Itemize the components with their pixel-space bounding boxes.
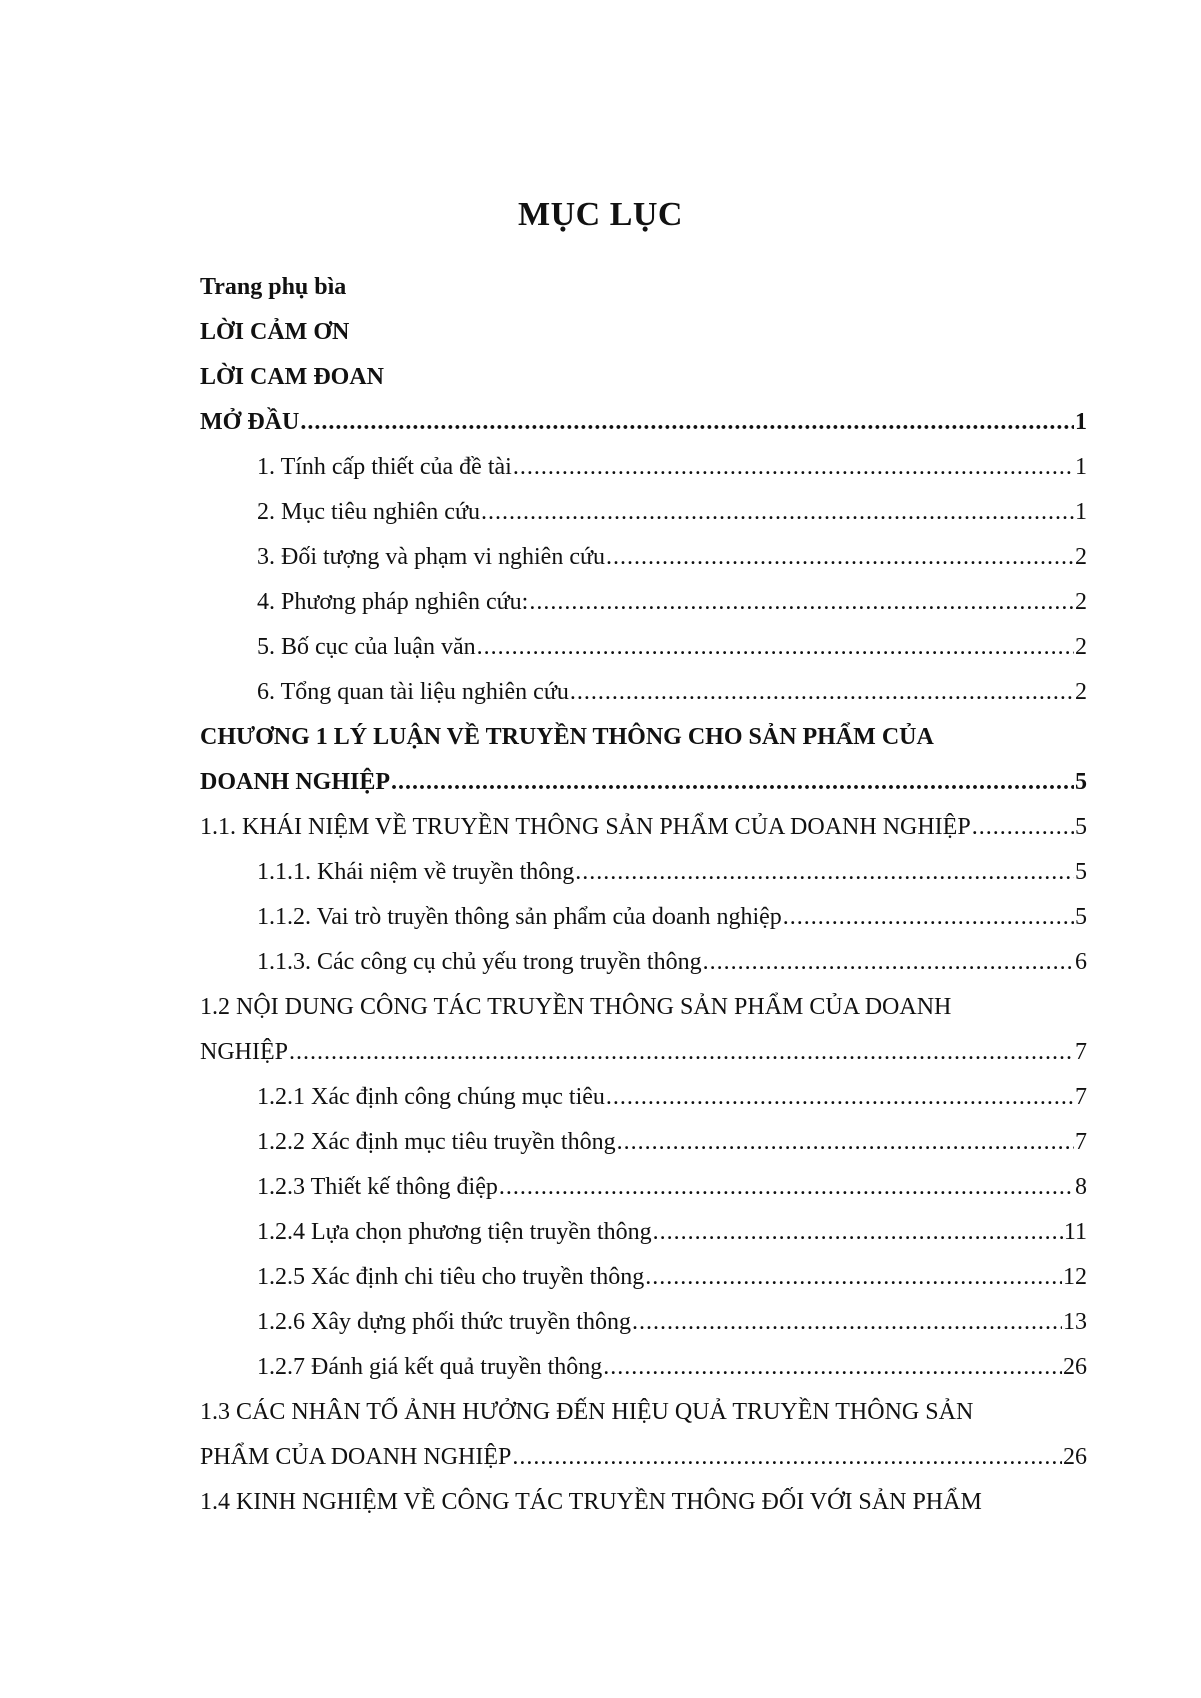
toc-entry-label: 1.2.2 Xác định mục tiêu truyền thông: [257, 1129, 616, 1155]
toc-entry-label: 1.1.3. Các công cụ chủ yếu trong truyền thông: [257, 949, 702, 975]
toc-entry-label: LỜI CẢM ƠN: [200, 319, 350, 345]
toc-entry: [200, 850, 1087, 895]
toc-entry-label: MỞ ĐẦU: [200, 409, 300, 435]
toc-entry: [200, 445, 1087, 490]
toc-entry-label: 4. Phương pháp nghiên cứu:: [257, 589, 529, 615]
toc-entry-label: LỜI CAM ĐOAN: [200, 364, 384, 390]
toc-leader-dots: [513, 445, 1074, 490]
toc-entry-label: 1.2.6 Xây dựng phối thức truyền thông: [257, 1309, 631, 1335]
toc-entry: [200, 310, 1087, 355]
toc-entry: [200, 940, 1087, 985]
toc-page-number: 6: [1075, 949, 1087, 975]
toc-entry-label: 1.2.5 Xác định chi tiêu cho truyền thông: [257, 1264, 645, 1290]
toc-page-number: 26: [1063, 1354, 1087, 1380]
toc-page-number: 26: [1063, 1444, 1087, 1470]
toc-page-number: 5: [1075, 814, 1087, 840]
toc-page-number: 1: [1075, 454, 1087, 480]
toc-page-number: 2: [1075, 589, 1087, 615]
toc-entry: [200, 1075, 1087, 1120]
toc-leader-dots: [617, 1120, 1074, 1165]
toc-entry-label: PHẨM CỦA DOANH NGHIỆP: [200, 1444, 512, 1470]
toc-entry-label: 1.4 KINH NGHIỆM VỀ CÔNG TÁC TRUYỀN THÔNG ĐỐI VỚI SẢN PHẨM: [200, 1489, 982, 1515]
toc-title: MỤC LỤC: [518, 196, 683, 233]
toc-entry-label: 1.2.4 Lựa chọn phương tiện truyền thông: [257, 1219, 652, 1245]
toc-page-number: 2: [1075, 679, 1087, 705]
toc-page-number: 5: [1075, 859, 1087, 885]
toc-page-number: 12: [1063, 1264, 1087, 1290]
toc-entry: [200, 1300, 1087, 1345]
toc-entry-label: 1. Tính cấp thiết của đề tài: [257, 454, 512, 480]
toc-leader-dots: [391, 760, 1074, 805]
toc-leader-dots: [632, 1300, 1062, 1345]
toc-entry: [200, 670, 1087, 715]
toc-entry: [200, 805, 1087, 850]
toc-entry: [200, 715, 1087, 760]
toc-entry-label: DOANH NGHIỆP: [200, 769, 391, 795]
toc-entry-label: 2. Mục tiêu nghiên cứu: [257, 499, 480, 525]
toc-leader-dots: [606, 1075, 1074, 1120]
toc-entry: [200, 580, 1087, 625]
toc-entry: [200, 490, 1087, 535]
toc-entry-label: 1.1.2. Vai trò truyền thông sản phẩm của doanh nghiệp: [257, 904, 782, 930]
toc-leader-dots: [972, 805, 1074, 850]
toc-page-number: 7: [1075, 1084, 1087, 1110]
toc-entry: [200, 1480, 1087, 1525]
toc-entry-label: 5. Bố cục của luận văn: [257, 634, 476, 660]
toc-leader-dots: [653, 1210, 1063, 1255]
toc-leader-dots: [481, 490, 1074, 535]
toc-entry: [200, 265, 1087, 310]
toc-entry: [200, 535, 1087, 580]
toc-leader-dots: [289, 1030, 1074, 1075]
toc-entry: [200, 1435, 1087, 1480]
toc-entry: [200, 1120, 1087, 1165]
toc-leader-dots: [512, 1435, 1062, 1480]
toc-leader-dots: [783, 895, 1074, 940]
toc-entry: [200, 400, 1087, 445]
toc-entry: [200, 760, 1087, 805]
toc-page-number: 8: [1075, 1174, 1087, 1200]
toc-leader-dots: [606, 535, 1074, 580]
toc-entry-label: 1.2.3 Thiết kế thông điệp: [257, 1174, 498, 1200]
toc-page-number: 2: [1075, 544, 1087, 570]
toc-page-number: 5: [1075, 904, 1087, 930]
toc-page-number: 2: [1075, 634, 1087, 660]
toc-entry-label: 1.2 NỘI DUNG CÔNG TÁC TRUYỀN THÔNG SẢN PHẨM CỦA DOANH: [200, 994, 952, 1020]
toc-leader-dots: [645, 1255, 1062, 1300]
table-of-contents: [200, 265, 1087, 1525]
toc-entry-label: 3. Đối tượng và phạm vi nghiên cứu: [257, 544, 605, 570]
toc-page-number: 13: [1063, 1309, 1087, 1335]
toc-page-number: 5: [1075, 769, 1087, 795]
toc-entry: [200, 985, 1087, 1030]
toc-entry-label: CHƯƠNG 1 LÝ LUẬN VỀ TRUYỀN THÔNG CHO SẢN PHẨM CỦA: [200, 724, 934, 750]
toc-entry-label: NGHIỆP: [200, 1039, 288, 1065]
toc-entry-label: 1.1.1. Khái niệm về truyền thông: [257, 859, 575, 885]
toc-entry-label: 1.2.7 Đánh giá kết quả truyền thông: [257, 1354, 603, 1380]
toc-leader-dots: [499, 1165, 1074, 1210]
toc-entry-label: 1.2.1 Xác định công chúng mục tiêu: [257, 1084, 605, 1110]
toc-leader-dots: [477, 625, 1074, 670]
toc-entry: [200, 1345, 1087, 1390]
toc-entry: [200, 1390, 1087, 1435]
toc-leader-dots: [570, 670, 1074, 715]
toc-entry-label: 1.3 CÁC NHÂN TỐ ẢNH HƯỞNG ĐẾN HIỆU QUẢ TRUYỀN THÔNG SẢN: [200, 1399, 974, 1425]
toc-entry: [200, 1255, 1087, 1300]
toc-entry: [200, 1030, 1087, 1075]
toc-entry: [200, 1210, 1087, 1255]
toc-page-number: 1: [1075, 499, 1087, 525]
toc-entry: [200, 625, 1087, 670]
toc-page-number: 11: [1063, 1219, 1087, 1245]
toc-leader-dots: [529, 580, 1074, 625]
toc-page-number: 7: [1075, 1129, 1087, 1155]
toc-leader-dots: [603, 1345, 1062, 1390]
toc-leader-dots: [575, 850, 1074, 895]
toc-page-number: 7: [1075, 1039, 1087, 1065]
toc-leader-dots: [703, 940, 1074, 985]
toc-entry: [200, 895, 1087, 940]
toc-entry: [200, 1165, 1087, 1210]
toc-page-number: 1: [1075, 409, 1087, 435]
toc-entry-label: Trang phụ bìa: [200, 274, 347, 300]
toc-entry: [200, 355, 1087, 400]
toc-entry-label: 6. Tổng quan tài liệu nghiên cứu: [257, 679, 569, 705]
toc-entry-label: 1.1. KHÁI NIỆM VỀ TRUYỀN THÔNG SẢN PHẨM CỦA DOANH NGHIỆP: [200, 814, 971, 840]
toc-leader-dots: [300, 400, 1074, 445]
